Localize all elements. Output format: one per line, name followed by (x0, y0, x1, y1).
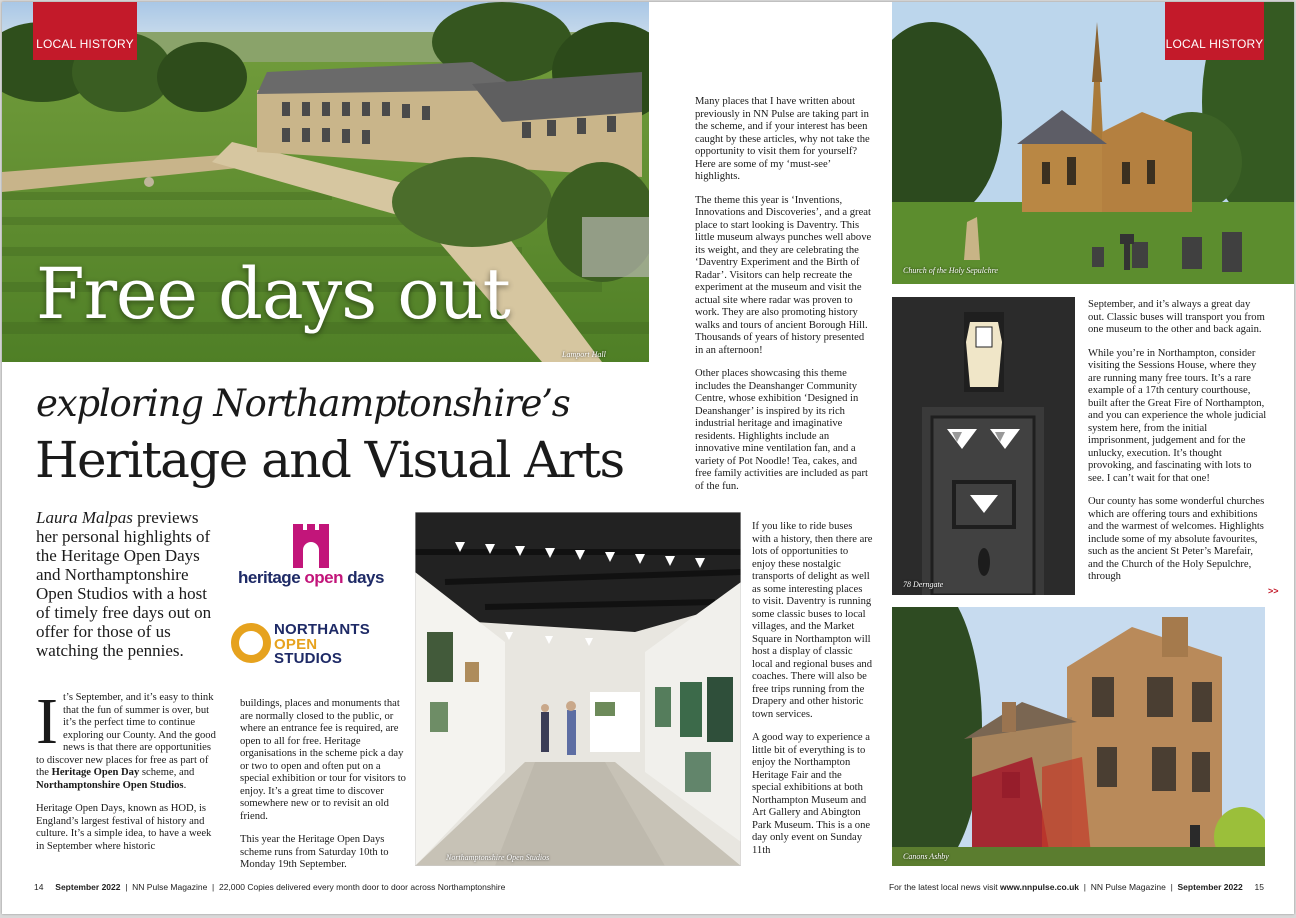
paragraph: Our county has some wonderful churches which are offering tours and exhibitions and the warmest of welcomes. Highlights include some of my absolute favourites, such as the ancient St Peter’s Marefair, and the Church of the Holy Sepulchre, through (1088, 496, 1265, 582)
ring-icon (230, 622, 272, 664)
heritage-open-days-logo (227, 524, 395, 594)
derngate-photo (892, 297, 1075, 595)
derngate-caption: 78 Derngate (903, 580, 944, 589)
continue-arrow: >> (1268, 586, 1279, 596)
page-number-right: 15 (1254, 882, 1264, 892)
drop-cap: I (36, 685, 58, 758)
open-studios-caption: Northamptonshire Open Studios (446, 853, 550, 862)
paragraph: Heritage Open Days, known as HOD, is England’s largest festival of history and culture. It’s a simple idea, to have a week in September where historic (36, 803, 212, 852)
magazine-name-left: NN Pulse Magazine (132, 882, 208, 892)
article-column-4 (1088, 299, 1268, 595)
canons-ashby-photo (892, 607, 1265, 866)
subheadline: Heritage and Visual Arts (35, 431, 624, 489)
author-name: Laura Malpas (36, 508, 133, 527)
article-column-1 (36, 685, 216, 864)
northants-open-studios-logo (230, 620, 400, 670)
paragraph: September, and it’s always a great day out. Classic buses will transport you from one museum to the other and back again. (1088, 299, 1265, 335)
section-tag-right: LOCAL HISTORY (1165, 2, 1264, 60)
footer-left: 14 September 2022 | NN Pulse Magazine | 22,000 Copies delivered every month door to door across Northamptonshire (34, 882, 506, 892)
standfirst-text: previews her personal highlights of the Heritage Open Days and Northamptonshire Open Studios with a host of timely free days out on offer for those of us watching the pennies. (36, 508, 212, 660)
paragraph: buildings, places and monuments that are normally closed to the public, or where an entrance fee is required, are open to all for free. Heritage organisations in the scheme pick a day or two to open and often put on a special exhibition or tour for visitors to enjoy. It’s a great time to discover somewhere new or to revisit an old friend. (240, 698, 406, 822)
castle-icon (291, 524, 331, 568)
paragraph: This year the Heritage Open Days scheme runs from Saturday 10th to Monday 19th September. (240, 834, 389, 870)
headline: Free days out (36, 253, 510, 335)
website-link[interactable]: www.nnpulse.co.uk (999, 882, 1080, 892)
subheadline-italic: exploring Northamptonshire’s (36, 382, 570, 425)
footer-right: For the latest local news visit www.nnpulse.co.uk | NN Pulse Magazine | September 2022 15 (888, 882, 1264, 892)
news-lead-text: For the latest local news visit (888, 882, 1000, 892)
canons-ashby-caption: Canons Ashby (903, 852, 949, 861)
northants-open-studios-wordmark: NORTHANTS OPEN STUDIOS (274, 621, 370, 667)
circulation-note: 22,000 Copies delivered every month door to door across Northamptonshire (218, 882, 506, 892)
church-caption: Church of the Holy Sepulchre (903, 266, 998, 275)
article-column-3 (695, 96, 873, 504)
intro-paragraph: It’s September, and it’s easy to think that the fun of summer is over, but it’s the perfect time to continue exploring our County. And the good news is that there are opportunities to discover new places for free as part of the Heritage Open Day scheme, and Northamptonshire Open Studios. (36, 685, 216, 791)
magazine-name-right: NN Pulse Magazine (1090, 882, 1166, 892)
section-tag-left: LOCAL HISTORY (33, 2, 137, 60)
paragraph: While you’re in Northampton, consider visiting the Sessions House, where they are running many free tours. It’s a rare example of a 17th century courthouse, built after the Great Fire of Northampton, and you can experience the whole judicial system here, from the initial imprisonment, judgement and for the unlucky, execution. It’s thought provoking, and fascinating with lots to see. I can’t wait for that one! (1088, 347, 1267, 484)
article-column-2 (240, 698, 406, 883)
issue-date-left: September 2022 (55, 882, 121, 892)
open-studios-photo (415, 512, 741, 866)
standfirst (36, 508, 216, 660)
paragraph: If you like to ride buses with a history, then there are lots of opportunities to enjoy these nostalgic transports of delight as well as some interesting places to visit. Daventry is running some classic buses to local villages, and the Market Square in Northampton will host a display of classic local and regional buses and coaches. There will also be free trips running from the Drapery and other historic town services. (752, 521, 873, 720)
paragraph: Many places that I have written about previously in NN Pulse are taking part in the scheme, and if your interest has been caught by these articles, why not take the opportunity to visit them for yourself? Here are some of my ‘must-see’ highlights. (695, 96, 870, 182)
paragraph: The theme this year is ‘Inventions, Innovations and Discoveries’, and a great place to start looking is Daventry. This little museum always punches well above its weight, and they are celebrating the ‘Daventry Experiment and the Birth of Radar’. Visitors can help recreate the experiment at the museum and visit the actual site where radar was proven to work. They are also promoting history walks and tours of ancient Borough Hill. Thousands of years of history presented in an afternoon! (695, 194, 872, 356)
paragraph: Other places showcasing this theme includes the Deanshanger Community Centre, whose exhibition ‘Designed in Deanshanger’ is inspired by its rich industrial heritage and imaginative residents. Highlights include an innovative mine ventilation fan, and a variety of Pot Noodle! Tea, cakes, and free family activities are included as part of the fun. (695, 368, 868, 492)
issue-date-right: September 2022 (1177, 882, 1243, 892)
paragraph: A good way to experience a little bit of everything is to enjoy the Northampton Heritage Fair and the special exhibitions at both Northampton Museum and Art Gallery and Abington Park Museum. This is a one day only event on Sunday 11th (752, 732, 871, 856)
magazine-spread (2, 2, 1294, 914)
lamport-hall-caption: Lamport Hall (562, 350, 606, 359)
article-column-3-continued (752, 521, 873, 868)
heritage-open-days-wordmark: heritage open days (238, 568, 384, 587)
page-number-left: 14 (34, 882, 44, 892)
